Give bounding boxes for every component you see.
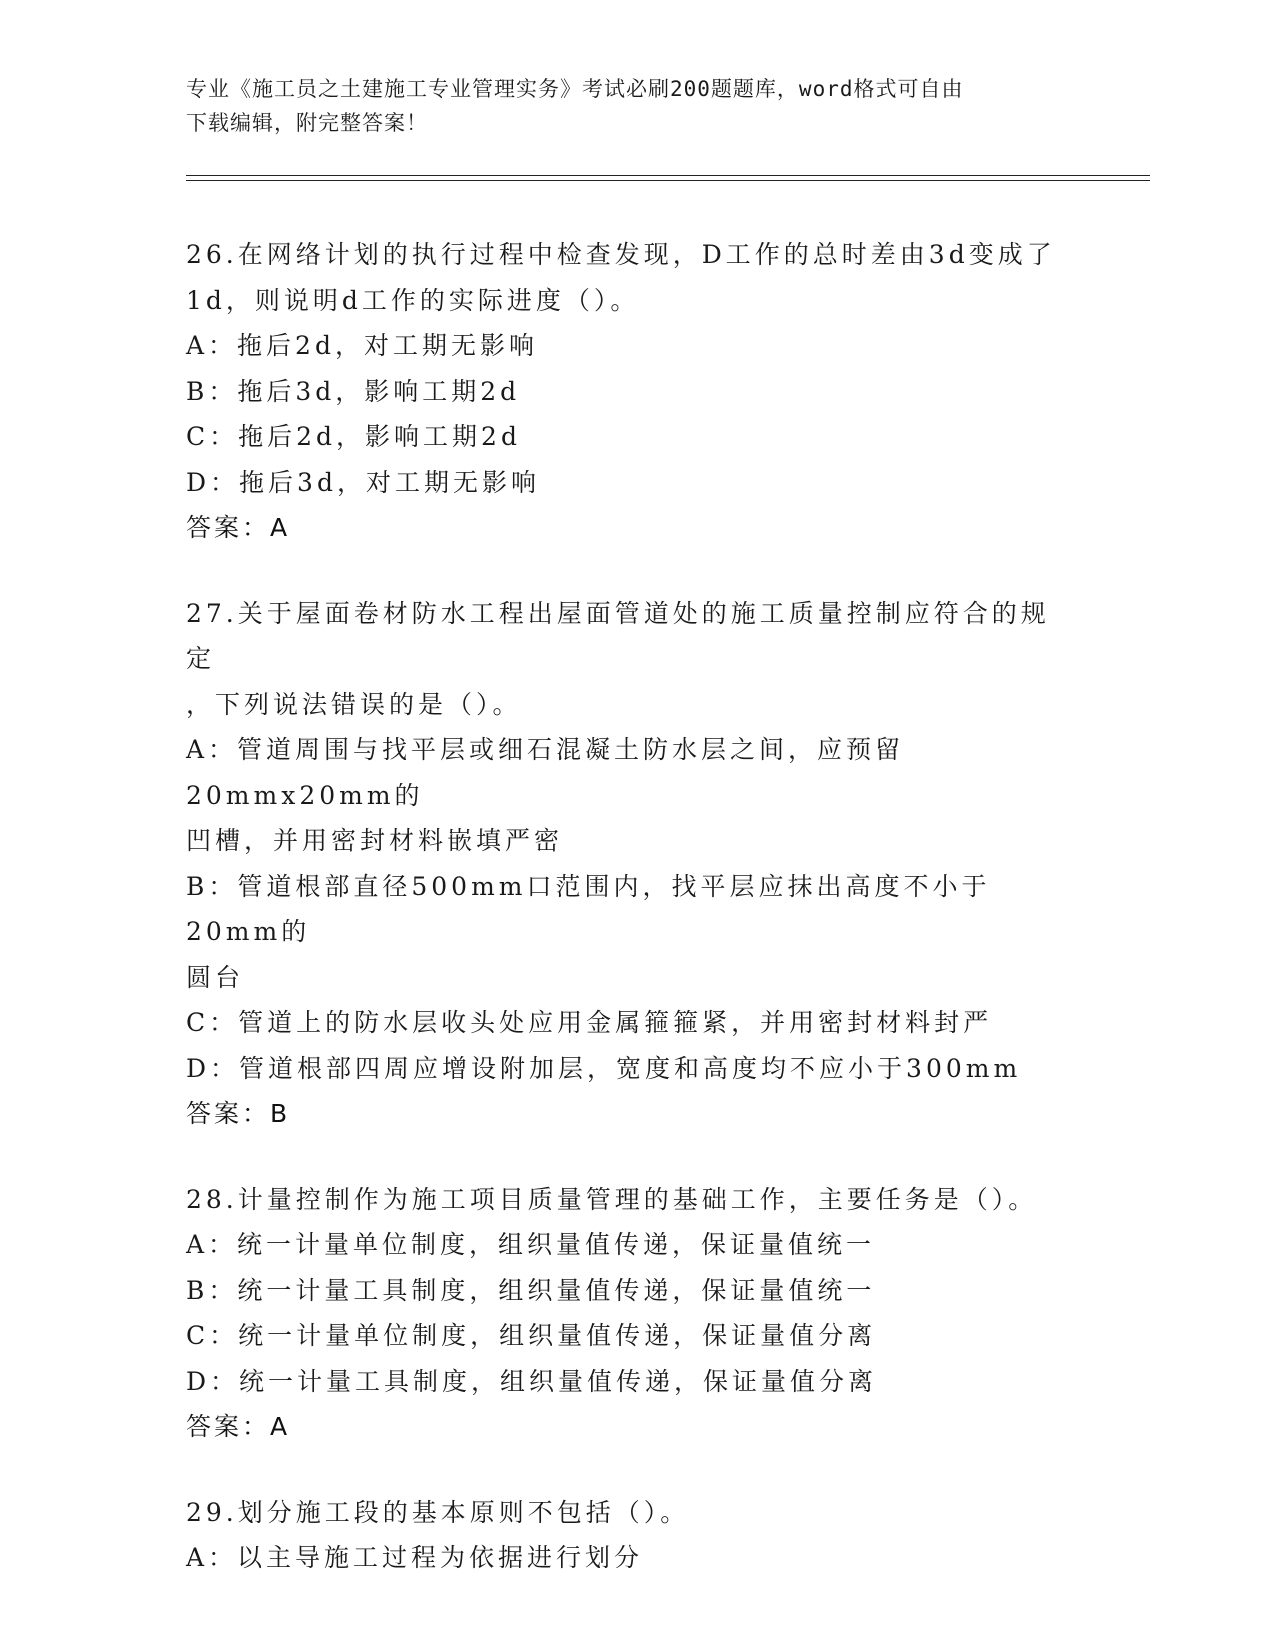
- question-28: [186, 1177, 1066, 1450]
- header-divider: [186, 175, 1150, 176]
- option-b: B：统一计量工具制度，组织量值传递，保证量值统一: [186, 1275, 876, 1305]
- option-b: B：管道根部直径500mm口范围内，找平层应抹出高度不小于20mm的: [186, 871, 991, 946]
- question-stem: 1d，则说明d工作的实际进度（）。: [186, 285, 640, 315]
- option-a: A：拖后2d，对工期无影响: [186, 331, 538, 360]
- question-27: [186, 591, 1066, 1137]
- answer: 答案：B: [186, 1099, 291, 1128]
- header-line: 专业《施工员之土建施工专业管理实务》考试必刷200题题库，word格式可自由: [186, 77, 964, 101]
- option-a: A：统一计量单位制度，组织量值传递，保证量值统一: [186, 1230, 876, 1259]
- option-b-continued: 圆台: [186, 962, 245, 992]
- question-stem: 27.关于屋面卷材防水工程出屋面管道处的施工质量控制应符合的规定: [186, 598, 1050, 673]
- option-c: C：管道上的防水层收头处应用金属箍箍紧，并用密封材料封严: [186, 1008, 993, 1037]
- option-c: C：统一计量单位制度，组织量值传递，保证量值分离: [186, 1321, 877, 1350]
- option-b: B：拖后3d，影响工期2d: [186, 376, 521, 406]
- answer: 答案：A: [186, 513, 291, 542]
- question-stem: ，下列说法错误的是（）。: [186, 689, 522, 719]
- question-29: [186, 1490, 1066, 1581]
- option-d: D：管道根部四周应增设附加层，宽度和高度均不应小于300mm: [186, 1053, 1022, 1083]
- option-a-continued: 凹槽，并用密封材料嵌填严密: [186, 826, 564, 855]
- questions-list: [186, 232, 1066, 1621]
- option-d: D：统一计量工具制度，组织量值传递，保证量值分离: [186, 1366, 878, 1396]
- question-stem: 26.在网络计划的执行过程中检查发现，D工作的总时差由3d变成了: [186, 240, 1056, 269]
- question-stem: 29.划分施工段的基本原则不包括（）。: [186, 1497, 690, 1527]
- header-line: 下载编辑，附完整答案！: [186, 111, 428, 135]
- option-a: A：管道周围与找平层或细石混凝土防水层之间，应预留20mmx20mm的: [186, 735, 905, 810]
- option-a: A：以主导施工过程为依据进行划分: [186, 1543, 644, 1572]
- question-stem: 28.计量控制作为施工项目质量管理的基础工作，主要任务是（）。: [186, 1184, 1038, 1214]
- option-c: C：拖后2d，影响工期2d: [186, 422, 521, 451]
- question-26: [186, 232, 1066, 551]
- option-d: D：拖后3d，对工期无影响: [186, 467, 540, 497]
- answer: 答案：A: [186, 1412, 291, 1441]
- document-header: [186, 72, 1066, 140]
- header-divider: [186, 180, 1150, 181]
